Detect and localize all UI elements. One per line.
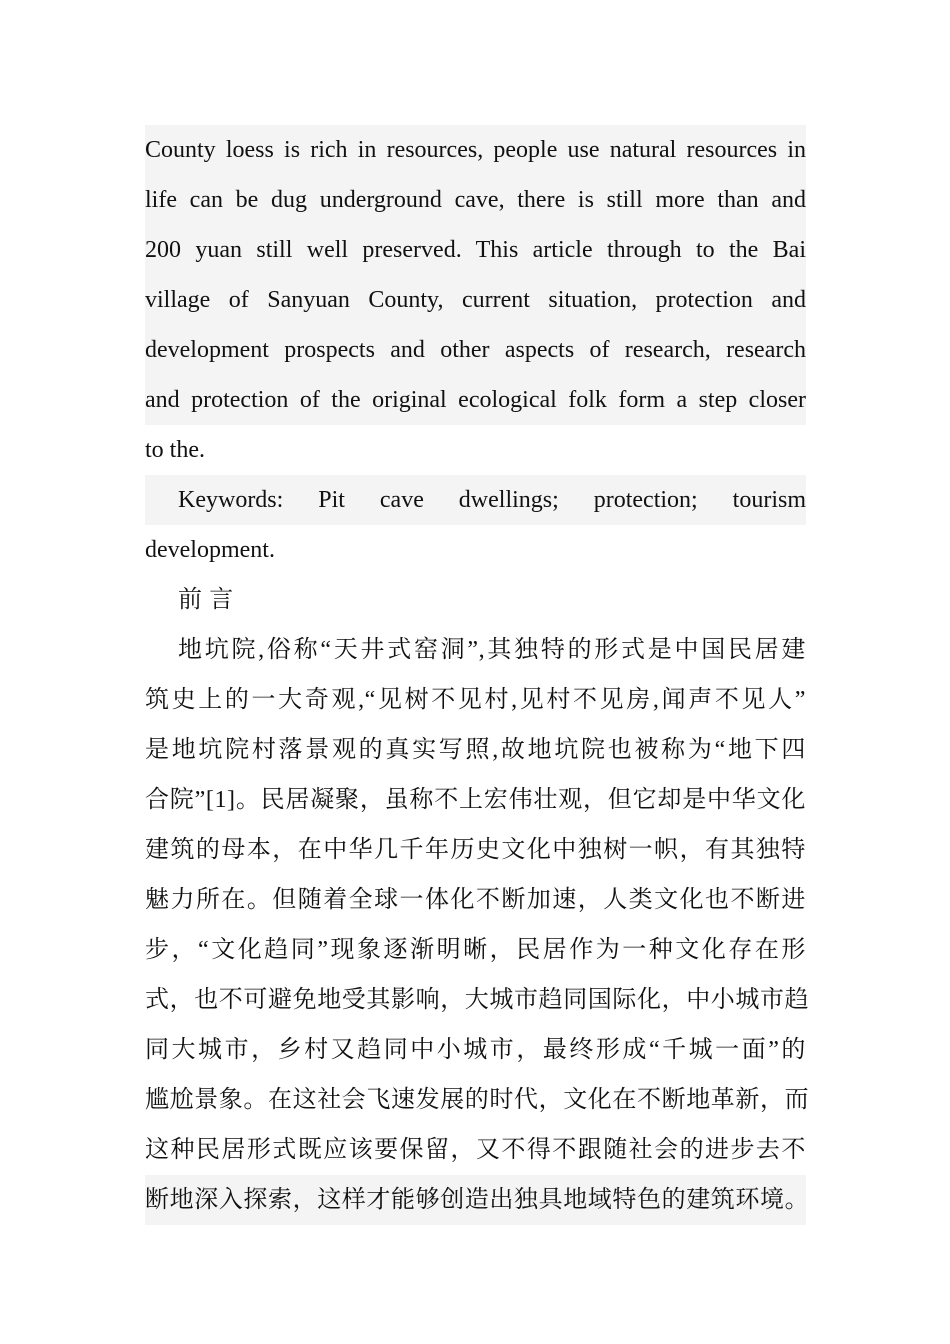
preface-line: 断地深入探索，这样才能够创造出独具地域特色的建筑环境。 — [145, 1175, 806, 1225]
abstract-paragraph — [145, 125, 806, 475]
section-heading: 前 言 — [178, 587, 234, 613]
abstract-line: 200 yuan still well preserved. This article through to the Bai — [145, 225, 806, 275]
keywords-line: development. — [145, 537, 275, 563]
abstract-line: life can be dug underground cave, there is still more than and — [145, 175, 806, 225]
preface-line: 建筑的母本，在中华几千年历史文化中独树一帜，有其独特 — [145, 837, 806, 863]
preface-line: 地坑院,俗称“天井式窑洞”,其独特的形式是中国民居建 — [178, 637, 806, 663]
abstract-line: County loess is rich in resources, people use natural resources in — [145, 125, 806, 175]
abstract-line: and protection of the original ecological folk form a step closer — [145, 375, 806, 425]
document-page — [145, 125, 810, 1225]
preface-line: 魅力所在。但随着全球一体化不断加速，人类文化也不断进 — [145, 887, 806, 913]
preface-line: 是地坑院村落景观的真实写照,故地坑院也被称为“地下四 — [145, 737, 806, 763]
preface-line: 这种民居形式既应该要保留，又不得不跟随社会的进步去不 — [145, 1137, 806, 1163]
preface-paragraph — [145, 625, 810, 1225]
preface-line: 尴尬景象。在这社会飞速发展的时代，文化在不断地革新，而 — [145, 1087, 810, 1113]
preface-line: 合院”[1]。民居凝聚，虽称不上宏伟壮观，但它却是中华文化 — [145, 787, 806, 813]
abstract-line: to the. — [145, 437, 205, 463]
keywords-line: Keywords: Pit cave dwellings; protection; tourism — [145, 475, 806, 525]
abstract-line: development prospects and other aspects of research, research — [145, 325, 806, 375]
preface-line: 筑史上的一大奇观,“见树不见村,见村不见房,闻声不见人” — [145, 687, 806, 713]
preface-line: 式，也不可避免地受其影响，大城市趋同国际化，中小城市趋 — [145, 987, 810, 1013]
keywords-paragraph — [145, 475, 806, 575]
abstract-line: village of Sanyuan County, current situation, protection and — [145, 275, 806, 325]
preface-line: 同大城市，乡村又趋同中小城市，最终形成“千城一面”的 — [145, 1037, 806, 1063]
preface-line: 步，“文化趋同”现象逐渐明晰，民居作为一种文化存在形 — [145, 937, 806, 963]
